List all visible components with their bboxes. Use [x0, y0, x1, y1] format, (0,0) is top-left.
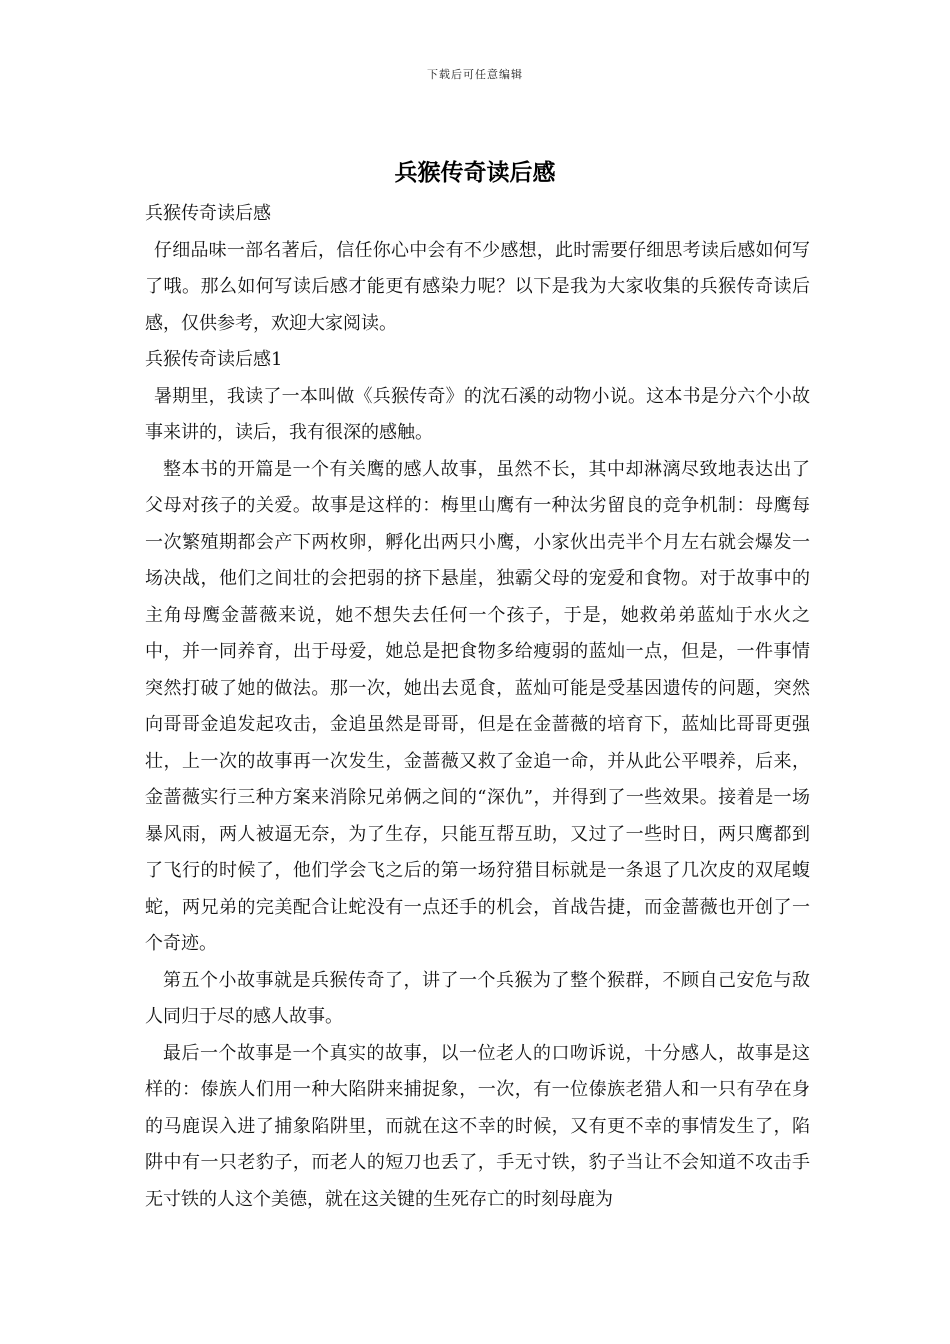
- body-paragraph: 最后一个故事是一个真实的故事，以一位老人的口吻诉说，十分感人，故事是这样的：傣族人们用一种大陷阱来捕捉象，一次，有一位傣族老猎人和一只有孕在身的马鹿误入进了捕象陷阱里，而就在这不幸的时候，又有更不幸的事情发生了，陷阱中有一只老豹子，而老人的短刀也丢了，手无寸铁，豹子当让不会知道不攻击手无寸铁的人这个美德，就在这关键的生死存亡的时刻母鹿为: [145, 1042, 810, 1210]
- intro-paragraph: 仔细品味一部名著后，信任你心中会有不少感想，此时需要仔细思考读后感如何写了哦。那么如何写读后感才能更有感染力呢？以下是我为大家收集的兵猴传奇读后感，仅供参考，欢迎大家阅读。: [145, 239, 810, 334]
- document-body: [145, 196, 810, 1218]
- header-note: 下载后可任意编辑: [427, 68, 523, 81]
- body-paragraph: 第五个小故事就是兵猴传奇了，讲了一个兵猴为了整个猴群，不顾自己安危与敌人同归于尽的感人故事。: [145, 969, 810, 1027]
- section-heading: 兵猴传奇读后感1: [145, 349, 283, 370]
- subtitle-paragraph: 兵猴传奇读后感: [145, 203, 271, 224]
- body-paragraph: 暑期里，我读了一本叫做《兵猴传奇》的沈石溪的动物小说。这本书是分六个小故事来讲的，读后，我有很深的感触。: [145, 385, 810, 443]
- document-title: 兵猴传奇读后感: [394, 159, 556, 186]
- body-paragraph: 整本书的开篇是一个有关鹰的感人故事，虽然不长，其中却淋漓尽致地表达出了父母对孩子的关爱。故事是这样的：梅里山鹰有一种汰劣留良的竞争机制：母鹰每一次繁殖期都会产下两枚卵，孵化出两只小鹰，小家伙出壳半个月左右就会爆发一场决战，他们之间壮的会把弱的挤下悬崖，独霸父母的宠爱和食物。对于故事中的主角母鹰金蔷薇来说，她不想失去任何一个孩子，于是，她救弟弟蓝灿于水火之中，并一同养育，出于母爱，她总是把食物多给瘦弱的蓝灿一点，但是，一件事情突然打破了她的做法。那一次，她出去觅食，蓝灿可能是受基因遗传的问题，突然向哥哥金追发起攻击，金追虽然是哥哥，但是在金蔷薇的培育下，蓝灿比哥哥更强壮，上一次的故事再一次发生，金蔷薇又救了金追一命，并从此公平喂养，后来，金蔷薇实行三种方案来消除兄弟俩之间的“深仇”，并得到了一些效果。接着是一场暴风雨，两人被逼无奈，为了生存，只能互帮互助，又过了一些时日，两只鹰都到了飞行的时候了，他们学会飞之后的第一场狩猎目标就是一条退了几次皮的双尾蝮蛇，两兄弟的完美配合让蛇没有一点还手的机会，首战告捷，而金蔷薇也开创了一个奇迹。: [145, 458, 810, 954]
